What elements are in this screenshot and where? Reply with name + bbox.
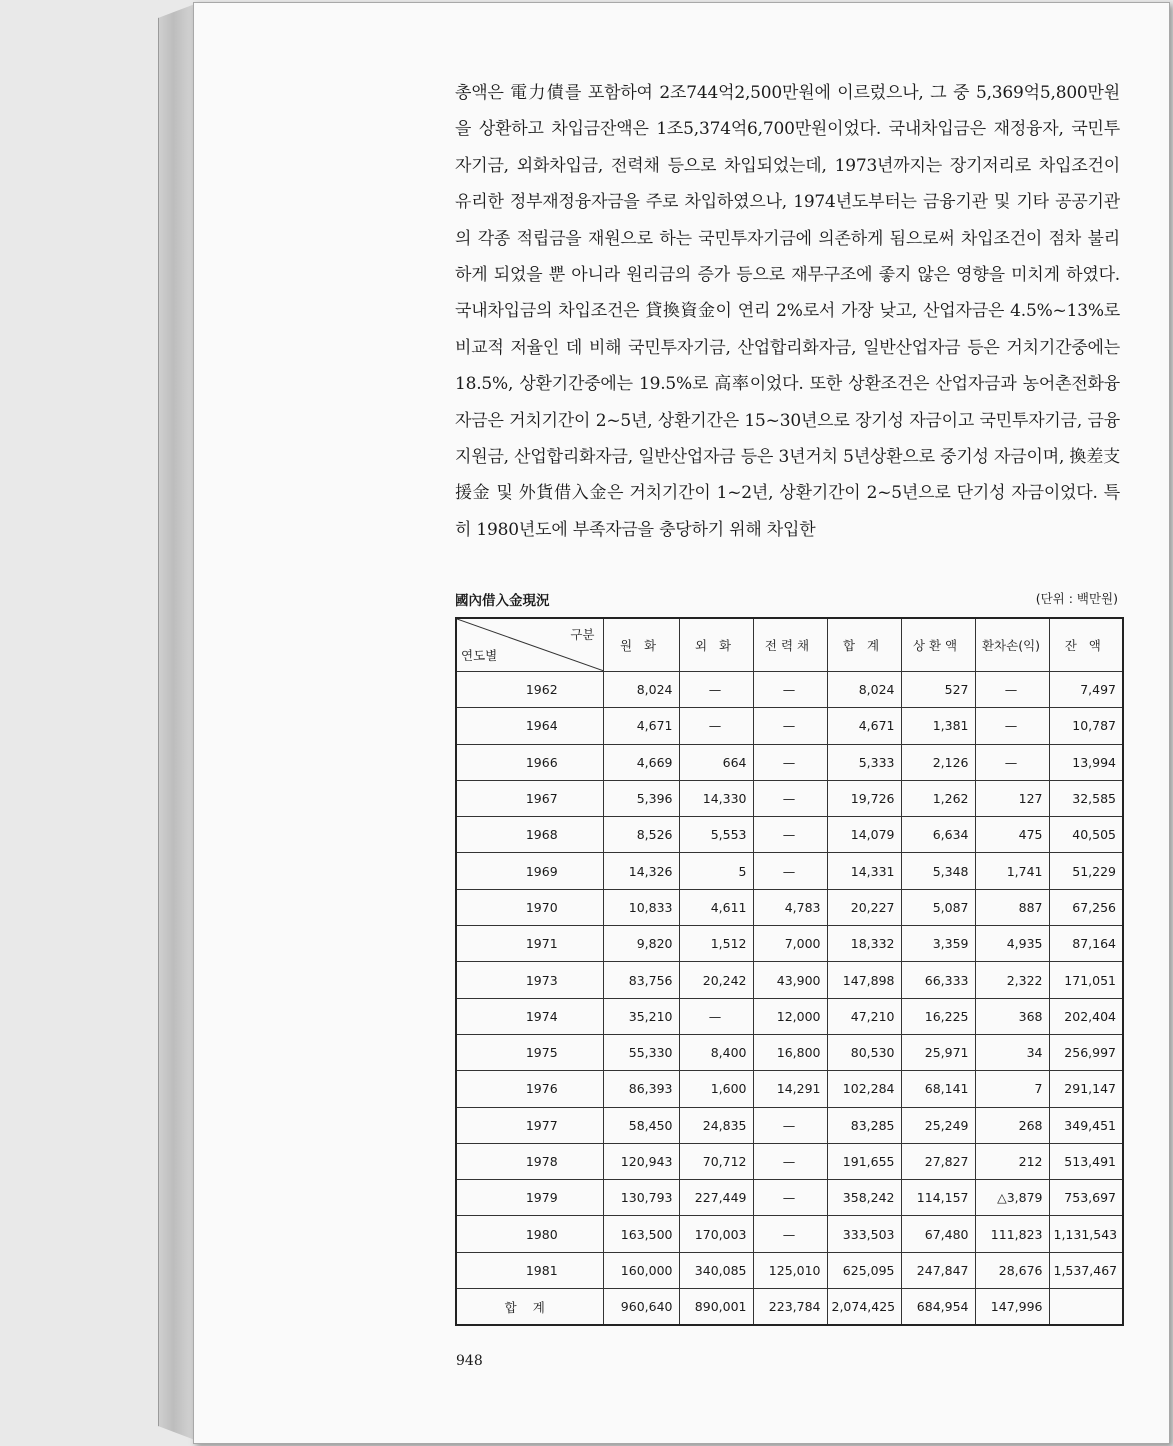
corner-label-year: 연도별 bbox=[461, 648, 498, 663]
year-cell: 1978 bbox=[456, 1143, 603, 1179]
table-row bbox=[456, 853, 1123, 889]
value-cell: 291,147 bbox=[1049, 1071, 1123, 1107]
year-cell: 1976 bbox=[456, 1071, 603, 1107]
value-cell: 202,404 bbox=[1049, 998, 1123, 1034]
value-cell: 358,242 bbox=[827, 1180, 901, 1216]
year-cell: 1975 bbox=[456, 1034, 603, 1070]
table-row bbox=[456, 1107, 1123, 1143]
year-cell: 1970 bbox=[456, 889, 603, 925]
value-cell: 256,997 bbox=[1049, 1034, 1123, 1070]
year-cell: 1964 bbox=[456, 708, 603, 744]
value-cell: 12,000 bbox=[753, 998, 827, 1034]
corner-label-category: 구분 bbox=[570, 627, 595, 642]
value-cell: 8,526 bbox=[603, 817, 679, 853]
value-cell: 16,800 bbox=[753, 1034, 827, 1070]
value-cell: 890,001 bbox=[679, 1289, 753, 1326]
value-cell: 147,996 bbox=[975, 1289, 1049, 1326]
column-header: 상환액 bbox=[901, 618, 975, 672]
value-cell: 86,393 bbox=[603, 1071, 679, 1107]
column-header: 전력채 bbox=[753, 618, 827, 672]
table-body bbox=[456, 672, 1123, 1326]
value-cell: — bbox=[679, 672, 753, 708]
value-cell: 887 bbox=[975, 889, 1049, 925]
year-cell: 1977 bbox=[456, 1107, 603, 1143]
value-cell bbox=[1049, 1289, 1123, 1326]
value-cell: — bbox=[975, 708, 1049, 744]
value-cell: — bbox=[753, 708, 827, 744]
table-row bbox=[456, 1071, 1123, 1107]
value-cell: 25,249 bbox=[901, 1107, 975, 1143]
value-cell: 125,010 bbox=[753, 1252, 827, 1288]
year-cell: 1962 bbox=[456, 672, 603, 708]
year-cell: 1968 bbox=[456, 817, 603, 853]
value-cell: 58,450 bbox=[603, 1107, 679, 1143]
value-cell: 368 bbox=[975, 998, 1049, 1034]
table-row bbox=[456, 1216, 1123, 1252]
table-row bbox=[456, 708, 1123, 744]
value-cell: 111,823 bbox=[975, 1216, 1049, 1252]
table-row bbox=[456, 1034, 1123, 1070]
body-paragraph: 총액은 電力債를 포함하여 2조744억2,500만원에 이르렀으나, 그 중 5,369억5,800만원을 상환하고 차입금잔액은 1조5,374억6,700만원이었다. 국내차입금은 재정융자, 국민투자기금, 외화차입금, 전력채 등으로 차입되었는데, 1973년까지는 장기저리로 차입조건이 유리한 정부재정융자금을 주로 차입하였으나, 1974년도부터는 금융기관 및 기타 공공기관의 각종 적립금을 재원으로 하는 국민투자기금에 의존하게 됨으로써 차입조건이 점차 불리하게 되었을 뿐 아니라 원리금의 증가 등으로 재무구조에 좋지 않은 영향을 미치게 하였다. 국내차입금의 차입조건은 貸換資金이 연리 2%로서 가장 낮고, 산업자금은 4.5%~13%로 비교적 저율인 데 비해 국민투자기금, 산업합리화자금, 일반산업자금 등은 거치기간중에는 18.5%, 상환기간중에는 19.5%로 高率이었다. 또한 상환조건은 산업자금과 농어촌전화융자금은 거치기간이 2~5년, 상환기간은 15~30년으로 장기성 자금이고 국민투자기금, 금융지원금, 산업합리화자금, 일반산업자금 등은 3년거치 5년상환으로 중기성 자금이며, 換差支援金 및 外貨借入金은 거치기간이 1~2년, 상환기간이 2~5년으로 단기성 자금이었다. 특히 1980년도에 부족자금을 충당하기 위해 차입한 bbox=[455, 83, 1120, 540]
value-cell: 171,051 bbox=[1049, 962, 1123, 998]
value-cell: 24,835 bbox=[679, 1107, 753, 1143]
value-cell: — bbox=[753, 817, 827, 853]
year-cell: 1973 bbox=[456, 962, 603, 998]
total-row bbox=[456, 1289, 1123, 1326]
value-cell: 5,333 bbox=[827, 744, 901, 780]
value-cell: △3,879 bbox=[975, 1180, 1049, 1216]
value-cell: 102,284 bbox=[827, 1071, 901, 1107]
value-cell: 960,640 bbox=[603, 1289, 679, 1326]
value-cell: 9,820 bbox=[603, 926, 679, 962]
year-cell: 1971 bbox=[456, 926, 603, 962]
table-unit: (단위 : 백만원) bbox=[1035, 591, 1118, 606]
value-cell: 68,141 bbox=[901, 1071, 975, 1107]
value-cell: 1,131,543 bbox=[1049, 1216, 1123, 1252]
year-cell: 1966 bbox=[456, 744, 603, 780]
total-label-cell: 합계 bbox=[456, 1289, 603, 1326]
value-cell: — bbox=[753, 780, 827, 816]
value-cell: 18,332 bbox=[827, 926, 901, 962]
value-cell: 20,242 bbox=[679, 962, 753, 998]
value-cell: — bbox=[753, 1216, 827, 1252]
table-header-row bbox=[456, 618, 1123, 672]
year-cell: 1981 bbox=[456, 1252, 603, 1288]
value-cell: 2,322 bbox=[975, 962, 1049, 998]
value-cell: 247,847 bbox=[901, 1252, 975, 1288]
value-cell: 163,500 bbox=[603, 1216, 679, 1252]
table-row bbox=[456, 962, 1123, 998]
value-cell: 8,024 bbox=[603, 672, 679, 708]
book-page bbox=[193, 2, 1170, 1444]
value-cell: 120,943 bbox=[603, 1143, 679, 1179]
value-cell: 28,676 bbox=[975, 1252, 1049, 1288]
value-cell: 4,783 bbox=[753, 889, 827, 925]
value-cell: 753,697 bbox=[1049, 1180, 1123, 1216]
value-cell: 349,451 bbox=[1049, 1107, 1123, 1143]
value-cell: 1,741 bbox=[975, 853, 1049, 889]
value-cell: 8,024 bbox=[827, 672, 901, 708]
page-number: 948 bbox=[456, 1353, 483, 1369]
value-cell: 6,634 bbox=[901, 817, 975, 853]
value-cell: 2,074,425 bbox=[827, 1289, 901, 1326]
value-cell: 43,900 bbox=[753, 962, 827, 998]
value-cell: 5,348 bbox=[901, 853, 975, 889]
column-header: 잔 액 bbox=[1049, 618, 1123, 672]
value-cell: 170,003 bbox=[679, 1216, 753, 1252]
value-cell: 7,497 bbox=[1049, 672, 1123, 708]
table-title: 國內借入金現況 bbox=[455, 593, 550, 609]
value-cell: 70,712 bbox=[679, 1143, 753, 1179]
table-row bbox=[456, 1180, 1123, 1216]
value-cell: 191,655 bbox=[827, 1143, 901, 1179]
value-cell: 664 bbox=[679, 744, 753, 780]
value-cell: 67,256 bbox=[1049, 889, 1123, 925]
value-cell: 147,898 bbox=[827, 962, 901, 998]
body-text bbox=[455, 75, 1120, 548]
value-cell: — bbox=[753, 1107, 827, 1143]
value-cell: 212 bbox=[975, 1143, 1049, 1179]
value-cell: 340,085 bbox=[679, 1252, 753, 1288]
value-cell: — bbox=[679, 998, 753, 1034]
value-cell: — bbox=[975, 672, 1049, 708]
loan-table bbox=[455, 617, 1124, 1326]
value-cell: 83,756 bbox=[603, 962, 679, 998]
value-cell: 1,600 bbox=[679, 1071, 753, 1107]
table-row bbox=[456, 672, 1123, 708]
value-cell: 10,833 bbox=[603, 889, 679, 925]
value-cell: 14,330 bbox=[679, 780, 753, 816]
value-cell: 14,291 bbox=[753, 1071, 827, 1107]
value-cell: 4,611 bbox=[679, 889, 753, 925]
value-cell: — bbox=[753, 744, 827, 780]
value-cell: 527 bbox=[901, 672, 975, 708]
table-row bbox=[456, 744, 1123, 780]
year-cell: 1969 bbox=[456, 853, 603, 889]
value-cell: 160,000 bbox=[603, 1252, 679, 1288]
value-cell: 14,079 bbox=[827, 817, 901, 853]
value-cell: 5,396 bbox=[603, 780, 679, 816]
value-cell: 3,359 bbox=[901, 926, 975, 962]
value-cell: — bbox=[753, 1143, 827, 1179]
value-cell: — bbox=[679, 708, 753, 744]
value-cell: 4,671 bbox=[603, 708, 679, 744]
value-cell: 5,087 bbox=[901, 889, 975, 925]
column-header: 환차손(익) bbox=[975, 618, 1049, 672]
value-cell: 7,000 bbox=[753, 926, 827, 962]
year-cell: 1974 bbox=[456, 998, 603, 1034]
value-cell: 130,793 bbox=[603, 1180, 679, 1216]
value-cell: — bbox=[753, 672, 827, 708]
value-cell: 83,285 bbox=[827, 1107, 901, 1143]
value-cell: — bbox=[753, 853, 827, 889]
value-cell: 16,225 bbox=[901, 998, 975, 1034]
value-cell: 32,585 bbox=[1049, 780, 1123, 816]
value-cell: 1,537,467 bbox=[1049, 1252, 1123, 1288]
table-row bbox=[456, 780, 1123, 816]
value-cell: 268 bbox=[975, 1107, 1049, 1143]
value-cell: 10,787 bbox=[1049, 708, 1123, 744]
table-row bbox=[456, 926, 1123, 962]
value-cell: 7 bbox=[975, 1071, 1049, 1107]
value-cell: 40,505 bbox=[1049, 817, 1123, 853]
value-cell: 47,210 bbox=[827, 998, 901, 1034]
value-cell: 20,227 bbox=[827, 889, 901, 925]
table-row bbox=[456, 1252, 1123, 1288]
table-row bbox=[456, 998, 1123, 1034]
value-cell: — bbox=[753, 1180, 827, 1216]
value-cell: 1,262 bbox=[901, 780, 975, 816]
value-cell: 4,935 bbox=[975, 926, 1049, 962]
value-cell: 14,326 bbox=[603, 853, 679, 889]
year-cell: 1967 bbox=[456, 780, 603, 816]
value-cell: 51,229 bbox=[1049, 853, 1123, 889]
value-cell: 223,784 bbox=[753, 1289, 827, 1326]
value-cell: 80,530 bbox=[827, 1034, 901, 1070]
value-cell: 34 bbox=[975, 1034, 1049, 1070]
value-cell: 35,210 bbox=[603, 998, 679, 1034]
column-header: 외 화 bbox=[679, 618, 753, 672]
value-cell: 66,333 bbox=[901, 962, 975, 998]
table-row bbox=[456, 1143, 1123, 1179]
value-cell: 1,512 bbox=[679, 926, 753, 962]
value-cell: 14,331 bbox=[827, 853, 901, 889]
value-cell: 684,954 bbox=[901, 1289, 975, 1326]
value-cell: 114,157 bbox=[901, 1180, 975, 1216]
value-cell: 2,126 bbox=[901, 744, 975, 780]
table-row bbox=[456, 889, 1123, 925]
column-header: 원 화 bbox=[603, 618, 679, 672]
book-spine bbox=[158, 4, 195, 1440]
value-cell: 87,164 bbox=[1049, 926, 1123, 962]
table-row bbox=[456, 817, 1123, 853]
value-cell: 55,330 bbox=[603, 1034, 679, 1070]
value-cell: 1,381 bbox=[901, 708, 975, 744]
value-cell: 25,971 bbox=[901, 1034, 975, 1070]
value-cell: 5,553 bbox=[679, 817, 753, 853]
value-cell: 4,671 bbox=[827, 708, 901, 744]
value-cell: 475 bbox=[975, 817, 1049, 853]
value-cell: 227,449 bbox=[679, 1180, 753, 1216]
value-cell: 127 bbox=[975, 780, 1049, 816]
value-cell: — bbox=[975, 744, 1049, 780]
value-cell: 5 bbox=[679, 853, 753, 889]
value-cell: 513,491 bbox=[1049, 1143, 1123, 1179]
value-cell: 13,994 bbox=[1049, 744, 1123, 780]
year-cell: 1980 bbox=[456, 1216, 603, 1252]
column-header: 합 계 bbox=[827, 618, 901, 672]
corner-header-cell bbox=[456, 618, 603, 672]
value-cell: 333,503 bbox=[827, 1216, 901, 1252]
value-cell: 8,400 bbox=[679, 1034, 753, 1070]
value-cell: 625,095 bbox=[827, 1252, 901, 1288]
value-cell: 67,480 bbox=[901, 1216, 975, 1252]
value-cell: 19,726 bbox=[827, 780, 901, 816]
value-cell: 27,827 bbox=[901, 1143, 975, 1179]
value-cell: 4,669 bbox=[603, 744, 679, 780]
year-cell: 1979 bbox=[456, 1180, 603, 1216]
